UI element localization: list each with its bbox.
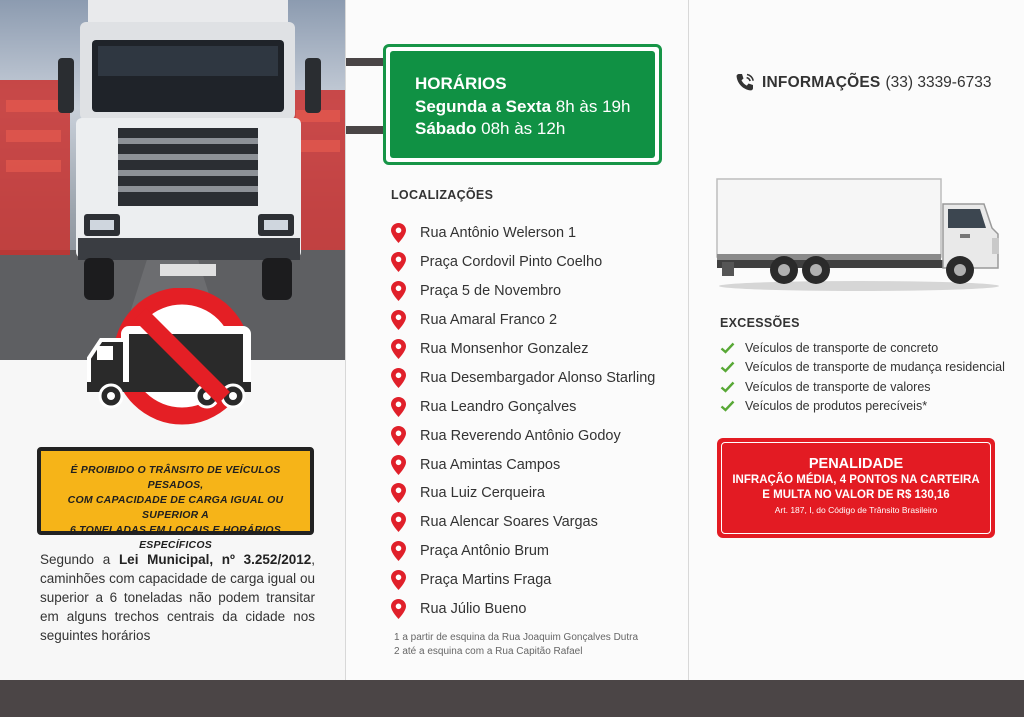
weekday-label: Segunda a Sexta [415, 97, 552, 116]
exception-item [720, 338, 1005, 358]
box-truck-image [714, 176, 1004, 297]
location-item [391, 537, 655, 566]
location-label: Praça Cordovil Pinto Coelho [420, 254, 603, 271]
sign-post-bar-bottom [346, 126, 386, 134]
saturday-label: Sábado [415, 119, 477, 138]
location-label: Rua Desembargador Alonso Starling [420, 369, 656, 386]
location-label: Praça Antônio Brum [420, 543, 549, 560]
law-name: Lei Municipal, nº 3.252/2012 [118, 552, 312, 567]
left-panel [0, 0, 345, 680]
no-trucks-sign-icon [85, 288, 270, 443]
location-label: Praça Martins Fraga [420, 572, 552, 589]
location-item [391, 392, 655, 421]
penalty-line-1: INFRAÇÃO MÉDIA, 4 PONTOS NA CARTEIRA [732, 474, 980, 486]
location-label: Rua Amaral Franco 2 [420, 312, 558, 329]
exception-item [720, 397, 1005, 417]
exception-label: Veículos de transporte de concreto [745, 340, 939, 355]
phone-icon [734, 72, 756, 94]
hours-sign [383, 44, 662, 165]
weekday-time: 8h às 19h [555, 97, 631, 116]
exceptions-list [720, 338, 1005, 416]
map-pin-icon [391, 599, 406, 619]
location-item [391, 335, 655, 364]
location-item [391, 508, 655, 537]
law-text [40, 550, 315, 645]
map-pin-icon [391, 339, 406, 359]
map-pin-icon [391, 426, 406, 446]
penalty-line-3: Art. 187, I, do Código de Trânsito Brasileiro [774, 505, 938, 515]
check-icon [720, 400, 735, 412]
hours-title: HORÁRIOS [415, 74, 507, 93]
location-item [391, 566, 655, 595]
saturday-time: 08h às 12h [481, 119, 566, 138]
check-icon [720, 361, 735, 373]
location-label: Rua Júlio Bueno [420, 601, 527, 618]
warning-line-3: 6 TONELADAS EM LOCAIS E HORÁRIOS ESPECÍFICOS [70, 524, 281, 551]
warning-line-1: É PROIBIDO O TRÂNSITO DE VEÍCULOS PESADOS, [70, 464, 281, 491]
location-note-2: 2 até a esquina com a Rua Capitão Rafael [394, 646, 583, 657]
law-suffix: , caminhões com capacidade de carga igual ou superior a 6 toneladas não podem transitar em alguns trechos centrais da cidade nos seguintes horários [40, 552, 315, 643]
law-prefix: Segundo a [40, 552, 111, 567]
location-label: Rua Antônio Welerson 1 [420, 225, 577, 242]
map-pin-icon [391, 397, 406, 417]
saturday-hours [415, 118, 655, 140]
location-item [391, 219, 655, 248]
location-label: Rua Amintas Campos [420, 456, 561, 473]
location-item [391, 595, 655, 624]
check-icon [720, 342, 735, 354]
location-item [391, 306, 655, 335]
penalty-box [717, 438, 995, 538]
location-note-1: 1 a partir de esquina da Rua Joaquim Gonçalves Dutra [394, 632, 639, 643]
map-pin-icon [391, 310, 406, 330]
check-icon [720, 381, 735, 393]
map-pin-icon [391, 541, 406, 561]
sign-post-bar-top [346, 58, 386, 66]
info-label: INFORMAÇÕES [762, 74, 881, 91]
info-contact [734, 72, 991, 94]
map-pin-icon [391, 223, 406, 243]
location-item [391, 248, 655, 277]
exception-label: Veículos de transporte de valores [745, 379, 931, 394]
locations-list [391, 219, 655, 623]
location-notes [394, 631, 638, 659]
exception-label: Veículos de transporte de mudança residencial [745, 360, 1005, 375]
location-item [391, 421, 655, 450]
location-item [391, 450, 655, 479]
location-item [391, 479, 655, 508]
location-label: Rua Reverendo Antônio Godoy [420, 427, 621, 444]
location-label: Rua Luiz Cerqueira [420, 485, 545, 502]
map-pin-icon [391, 455, 406, 475]
warning-box [37, 447, 314, 551]
exception-item [720, 358, 1005, 378]
bottom-band [0, 680, 1024, 717]
info-phone[interactable]: (33) 3339-6733 [885, 74, 992, 91]
penalty-box-inner [721, 442, 991, 534]
location-label: Rua Alencar Soares Vargas [420, 514, 598, 531]
map-pin-icon [391, 281, 406, 301]
location-item [391, 363, 655, 392]
warning-line-2: COM CAPACIDADE DE CARGA IGUAL OU SUPERIOR A [67, 494, 284, 521]
penalty-title: PENALIDADE [808, 456, 904, 472]
locations-heading: LOCALIZAÇÕES [391, 188, 494, 202]
location-item [391, 277, 655, 306]
map-pin-icon [391, 512, 406, 532]
penalty-line-2: E MULTA NO VALOR DE R$ 130,16 [762, 489, 950, 501]
exception-label: Veículos de produtos perecíveis* [745, 399, 928, 414]
map-pin-icon [391, 570, 406, 590]
location-label: Praça 5 de Novembro [420, 283, 562, 300]
location-label: Rua Leandro Gonçalves [420, 398, 577, 415]
exceptions-heading: EXCESSÕES [720, 316, 800, 330]
map-pin-icon [391, 368, 406, 388]
map-pin-icon [391, 252, 406, 272]
weekday-hours [415, 96, 655, 118]
map-pin-icon [391, 483, 406, 503]
hours-sign-inner [390, 51, 655, 158]
location-label: Rua Monsenhor Gonzalez [420, 341, 589, 357]
exception-item [720, 377, 1005, 397]
